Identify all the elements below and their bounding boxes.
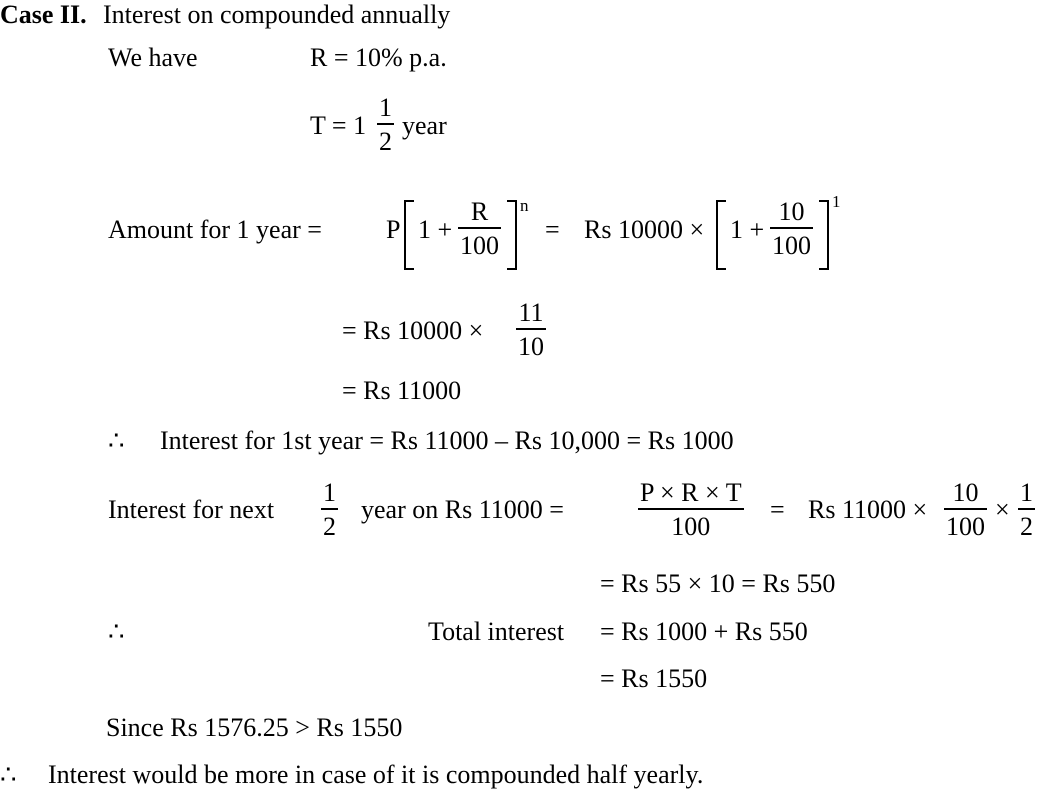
fraction-denominator: 100 — [946, 512, 985, 541]
amount-step-2: = Rs 10000 × — [342, 316, 484, 345]
interest-next-prefix: Interest for next — [108, 495, 275, 524]
time-prefix: T = 1 — [310, 111, 367, 140]
therefore-symbol: ∴ — [108, 426, 125, 455]
equals-sign: = — [545, 215, 560, 244]
therefore-symbol: ∴ — [0, 760, 17, 789]
interest-first-year: Interest for 1st year = Rs 11000 – Rs 10,000 = Rs 1000 — [160, 426, 734, 455]
total-interest-result: = Rs 1550 — [600, 664, 708, 693]
times-sign: × — [995, 495, 1010, 524]
left-bracket — [404, 200, 414, 270]
fraction-numerator: R — [470, 197, 489, 226]
fraction-denominator: 2 — [1020, 512, 1033, 541]
fraction-numerator: P × R × T — [640, 478, 742, 507]
fraction-numerator: 1 — [323, 478, 336, 507]
case-title: Interest on compounded annually — [103, 0, 451, 29]
left-bracket — [716, 200, 726, 270]
one-plus: 1 + — [418, 215, 453, 244]
fraction-denominator: 100 — [460, 231, 499, 260]
fraction-denominator: 100 — [772, 231, 811, 260]
fraction-numerator: 11 — [518, 298, 544, 327]
exponent-1: 1 — [832, 192, 841, 211]
we-have-label: We have — [108, 43, 198, 72]
fraction-numerator: 10 — [952, 478, 979, 507]
exponent-n: n — [520, 196, 529, 215]
prt-over-100-fraction — [638, 480, 744, 540]
equals-sign: = — [770, 495, 785, 524]
ten-over-100-fraction — [944, 480, 987, 540]
eleven-over-ten-fraction — [516, 300, 546, 360]
fraction-numerator: 10 — [778, 197, 805, 226]
right-bracket — [507, 200, 517, 270]
fraction-denominator: 10 — [518, 332, 544, 361]
fraction-denominator: 2 — [379, 127, 392, 156]
principal-symbol: P — [386, 215, 401, 244]
total-interest-sum: = Rs 1000 + Rs 550 — [600, 617, 808, 646]
fraction-numerator: 1 — [379, 93, 392, 122]
right-bracket — [819, 200, 829, 270]
rs-11000-times: Rs 11000 × — [808, 495, 928, 524]
ten-over-100-fraction — [770, 199, 813, 259]
rate-value: R = 10% p.a. — [310, 43, 447, 72]
therefore-symbol: ∴ — [108, 617, 125, 646]
conclusion: Interest would be more in case of it is compounded half yearly. — [48, 760, 704, 789]
total-interest-label: Total interest — [428, 617, 565, 646]
interest-next-result: = Rs 55 × 10 = Rs 550 — [600, 569, 836, 598]
half-fraction — [1018, 480, 1035, 540]
half-fraction — [321, 480, 338, 540]
rs-10000-times: Rs 10000 × — [584, 215, 705, 244]
one-plus: 1 + — [730, 215, 765, 244]
amount-result: = Rs 11000 — [342, 376, 462, 405]
case-label: Case II. — [0, 0, 87, 29]
interest-next-middle: year on Rs 11000 = — [361, 495, 564, 524]
time-unit: year — [402, 111, 447, 140]
fraction-denominator: 100 — [671, 512, 711, 541]
comparison-statement: Since Rs 1576.25 > Rs 1550 — [106, 713, 403, 742]
fraction-denominator: 2 — [323, 512, 336, 541]
time-half-fraction — [377, 95, 394, 155]
amount-label: Amount for 1 year = — [108, 215, 322, 244]
fraction-numerator: 1 — [1020, 478, 1033, 507]
r-over-100-fraction — [458, 199, 501, 259]
